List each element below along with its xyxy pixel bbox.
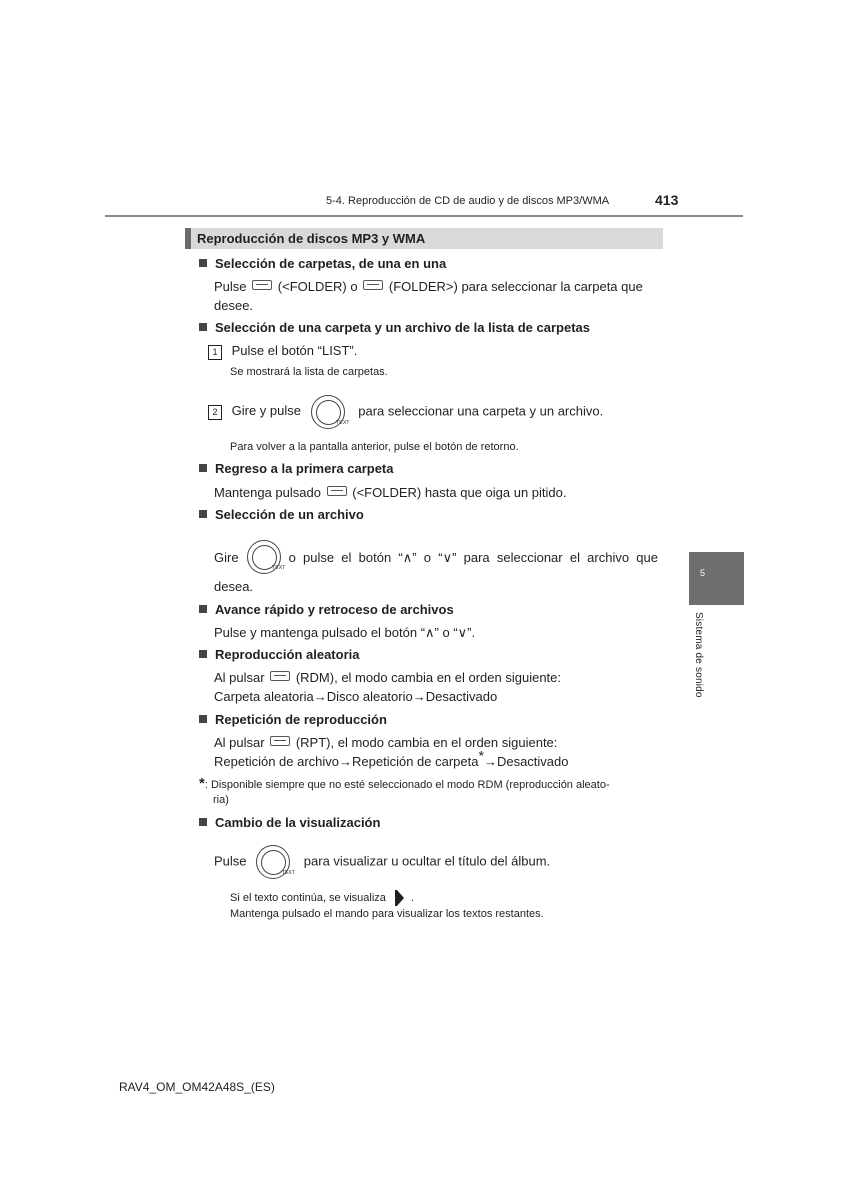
footer-code: RAV4_OM_OM42A48S_(ES) xyxy=(119,1080,275,1094)
rdm-button-icon xyxy=(270,671,290,681)
heading-text: Repetición de reproducción xyxy=(215,712,387,727)
bullet-square-icon xyxy=(199,715,207,723)
heading-text: Reproducción aleatoria xyxy=(215,647,360,662)
text: Carpeta aleatoria→Disco aleatorio→Desactivado xyxy=(214,689,498,704)
text: Si el texto continúa, se visualiza xyxy=(230,891,386,904)
section-accent xyxy=(185,228,191,249)
folder-up-button-icon xyxy=(363,280,383,290)
footnote-text: ria) xyxy=(213,794,229,806)
paragraph-display-change xyxy=(214,845,550,879)
bullet-square-icon xyxy=(199,259,207,267)
text: (RDM), el modo cambia en el orden siguiente: xyxy=(295,670,562,685)
right-arrow-icon xyxy=(397,890,404,906)
bullet-square-icon xyxy=(199,650,207,658)
folder-down-button-icon xyxy=(252,280,272,290)
step-number-box: 2 xyxy=(208,405,222,420)
footnote-star: * xyxy=(199,775,205,792)
text: o pulse el botón “∧” o “∨” para seleccionar el archivo que xyxy=(288,549,658,565)
heading-random xyxy=(199,647,359,662)
heading-text: Selección de una carpeta y un archivo de la lista de carpetas xyxy=(215,320,590,335)
text: (<FOLDER) hasta que oiga un pitido. xyxy=(352,485,567,500)
step-2-note: Para volver a la pantalla anterior, pulse el botón de retorno. xyxy=(230,441,519,453)
heading-first-folder xyxy=(199,461,393,476)
rpt-button-icon xyxy=(270,736,290,746)
footnote-text: : Disponible siempre que no esté seleccionado el modo RDM (reproducción aleato- xyxy=(204,779,610,791)
step-2 xyxy=(208,395,603,429)
heading-folder-list xyxy=(199,320,590,335)
heading-file-select xyxy=(199,507,364,522)
text: Al pulsar xyxy=(214,735,265,750)
section-title: Reproducción de discos MP3 y WMA xyxy=(197,231,426,246)
page-number: 413 xyxy=(655,192,679,208)
paragraph-repeat xyxy=(214,733,569,771)
chapter-number: 5 xyxy=(700,568,706,578)
text: Gire xyxy=(214,549,239,565)
text: Gire y pulse xyxy=(231,403,301,419)
knob-text-label: TEXT xyxy=(271,565,286,571)
step-1 xyxy=(208,341,357,360)
step-1-note: Se mostrará la lista de carpetas. xyxy=(230,366,388,378)
folder-down-button-icon xyxy=(327,486,347,496)
knob-text-label: TEXT xyxy=(336,420,350,426)
header-rule xyxy=(105,215,743,217)
text: Pulse xyxy=(214,853,247,869)
text: (FOLDER>) para seleccionar la carpeta que xyxy=(388,279,643,294)
section-title-bar xyxy=(185,228,663,249)
step-number-box: 1 xyxy=(208,345,222,360)
heading-display-change xyxy=(199,815,380,830)
text: →Desactivado xyxy=(483,754,569,769)
header-title: 5-4. Reproducción de CD de audio y de discos MP3/WMA xyxy=(326,195,610,207)
heading-text: Selección de carpetas, de una en una xyxy=(215,256,447,271)
paragraph-random xyxy=(214,668,561,706)
display-note-2: Mantenga pulsado el mando para visualizar los textos restantes. xyxy=(230,908,544,920)
heading-text: Selección de un archivo xyxy=(215,507,364,522)
paragraph-fast-forward: Pulse y mantenga pulsado el botón “∧” o “∨”. xyxy=(214,625,476,640)
bullet-square-icon xyxy=(199,818,207,826)
bullet-square-icon xyxy=(199,323,207,331)
footnote xyxy=(199,776,661,808)
bullet-square-icon xyxy=(199,510,207,518)
heading-text: Cambio de la visualización xyxy=(215,815,381,830)
bullet-square-icon xyxy=(199,605,207,613)
heading-folder-select xyxy=(199,256,446,271)
text: . xyxy=(411,891,415,904)
tune-select-knob-icon xyxy=(256,845,296,879)
text: (RPT), el modo cambia en el orden siguiente: xyxy=(295,735,558,750)
bullet-square-icon xyxy=(199,464,207,472)
chapter-tab xyxy=(689,552,744,605)
text: para seleccionar una carpeta y un archivo. xyxy=(358,403,604,419)
paragraph-folder-select xyxy=(214,277,643,315)
heading-text: Regreso a la primera carpeta xyxy=(215,461,394,476)
tune-select-knob-icon xyxy=(247,540,286,574)
text: Repetición de archivo→Repetición de carpeta xyxy=(214,754,479,769)
text: para visualizar u ocultar el título del álbum. xyxy=(303,853,551,869)
paragraph-file-select-end: desea. xyxy=(214,579,254,594)
chapter-label: Sistema de sonido xyxy=(693,612,704,698)
paragraph-file-select xyxy=(214,540,658,574)
paragraph-first-folder xyxy=(214,483,567,502)
heading-fast-forward xyxy=(199,602,454,617)
text: Al pulsar xyxy=(214,670,265,685)
knob-text-label: TEXT xyxy=(281,870,296,876)
heading-text: Avance rápido y retroceso de archivos xyxy=(215,602,454,617)
text: Pulse xyxy=(214,279,247,294)
text: (<FOLDER) o xyxy=(277,279,358,294)
display-note-1 xyxy=(230,890,414,906)
footnote-marker: * xyxy=(478,747,484,764)
tune-select-knob-icon xyxy=(311,395,350,429)
heading-repeat xyxy=(199,712,387,727)
text: Mantenga pulsado xyxy=(214,485,321,500)
text: desee. xyxy=(214,298,254,313)
text: Pulse el botón “LIST”. xyxy=(231,343,358,358)
